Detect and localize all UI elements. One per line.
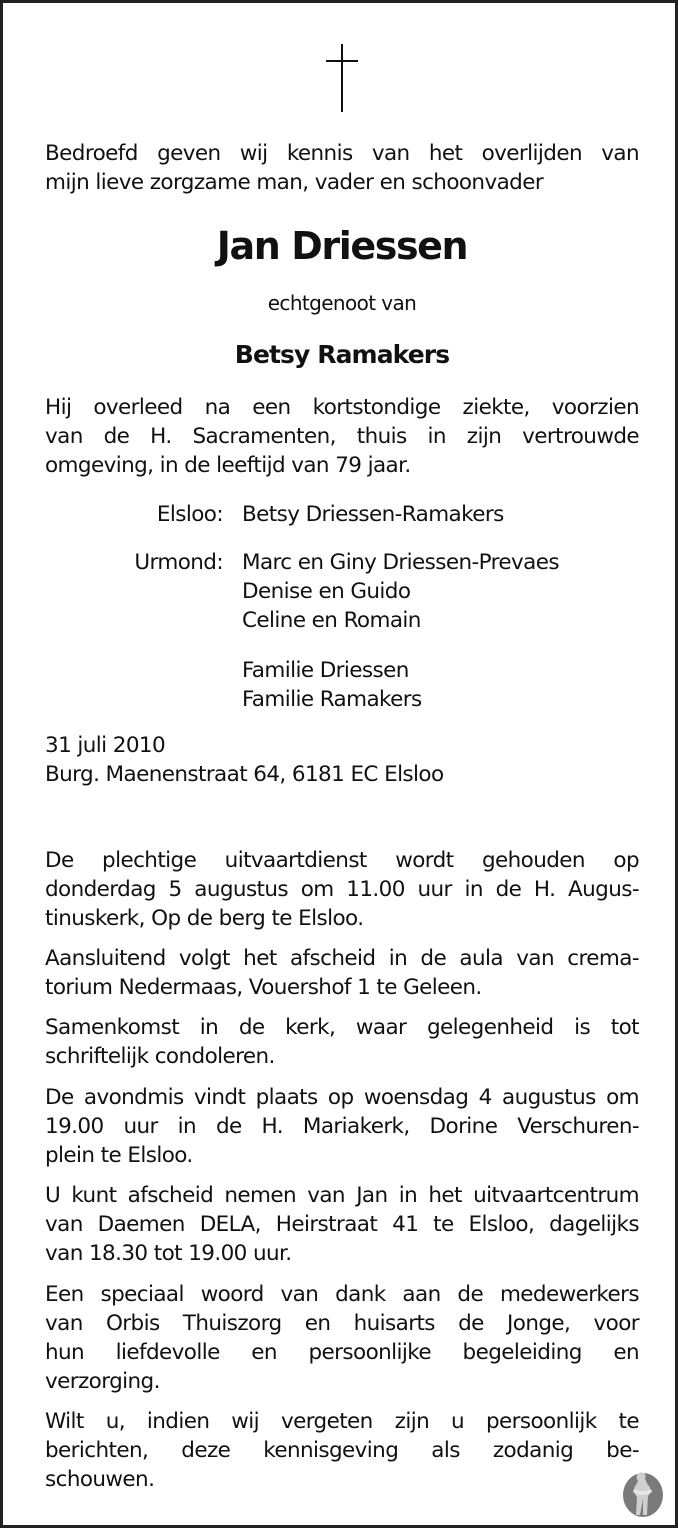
paragraph-line: De plechtige uitvaartdienst wordt gehouden op bbox=[45, 848, 639, 873]
paragraph-line: 19.00 uur in de H. Mariakerk, Dorine Verschuren- bbox=[45, 1114, 639, 1139]
paragraph-line: berichten, deze kennisgeving als zodanig be- bbox=[45, 1438, 639, 1463]
mourner-name: Celine en Romain bbox=[242, 608, 421, 633]
paragraph-line: Een speciaal woord van dank aan de medewerkers bbox=[45, 1282, 639, 1307]
embracing-figures-logo-icon bbox=[621, 1469, 665, 1517]
deceased-name: Jan Driessen bbox=[216, 224, 468, 268]
paragraph-line: verzorging. bbox=[45, 1369, 160, 1394]
intro-line: mijn lieve zorgzame man, vader en schoonvader bbox=[45, 170, 544, 195]
paragraph-line: Samenkomst in de kerk, waar gelegenheid is tot bbox=[45, 1015, 639, 1040]
paragraph-line: donderdag 5 augustus om 11.00 uur in de H. Augus- bbox=[45, 877, 639, 902]
paragraph-line: Aansluitend volgt het afscheid in de aula van crema- bbox=[45, 946, 639, 971]
paragraph-line: torium Nedermaas, Vouershof 1 te Geleen. bbox=[45, 975, 482, 1000]
mourner-place: Urmond: bbox=[134, 550, 223, 575]
mourner-place: Elsloo: bbox=[156, 502, 223, 527]
relation-text: echtgenoot van bbox=[267, 291, 417, 315]
paragraph-line: tinuskerk, Op de berg te Elsloo. bbox=[45, 906, 364, 931]
paragraph-line: U kunt afscheid nemen van Jan in het uitvaartcentrum bbox=[45, 1183, 639, 1208]
paragraph-line: van 18.30 tot 19.00 uur. bbox=[45, 1241, 292, 1266]
paragraph-line: van de H. Sacramenten, thuis in zijn vertrouwde bbox=[45, 424, 639, 449]
paragraph-line: Hij overleed na een kortstondige ziekte, voorzien bbox=[45, 395, 639, 420]
paragraph-line: omgeving, in de leeftijd van 79 jaar. bbox=[45, 453, 411, 478]
paragraph-line: hun liefdevolle en persoonlijke begeleiding en bbox=[45, 1340, 639, 1365]
mourner-name: Denise en Guido bbox=[242, 579, 411, 604]
paragraph-line: Wilt u, indien wij vergeten zijn u persoonlijk te bbox=[45, 1409, 639, 1434]
paragraph-line: van Daemen DELA, Heirstraat 41 te Elsloo, dagelijks bbox=[45, 1212, 639, 1237]
paragraph-line: schriftelijk condoleren. bbox=[45, 1044, 275, 1069]
spouse-name: Betsy Ramakers bbox=[234, 340, 450, 369]
paragraph-line: van Orbis Thuiszorg en huisarts de Jonge, voor bbox=[45, 1311, 639, 1336]
paragraph-line: plein te Elsloo. bbox=[45, 1143, 193, 1168]
paragraph-line: De avondmis vindt plaats op woensdag 4 augustus om bbox=[45, 1085, 639, 1110]
mourner-name: Betsy Driessen-Ramakers bbox=[242, 502, 504, 527]
home-address: Burg. Maenenstraat 64, 6181 EC Elsloo bbox=[45, 762, 444, 787]
mourner-name: Marc en Giny Driessen-Prevaes bbox=[242, 550, 559, 575]
intro-line: Bedroefd geven wij kennis van het overlijden van bbox=[45, 141, 639, 166]
mourner-name: Familie Ramakers bbox=[242, 687, 422, 712]
notice-date: 31 juli 2010 bbox=[45, 733, 166, 758]
paragraph-line: schouwen. bbox=[45, 1467, 155, 1492]
mourner-name: Familie Driessen bbox=[242, 658, 409, 683]
